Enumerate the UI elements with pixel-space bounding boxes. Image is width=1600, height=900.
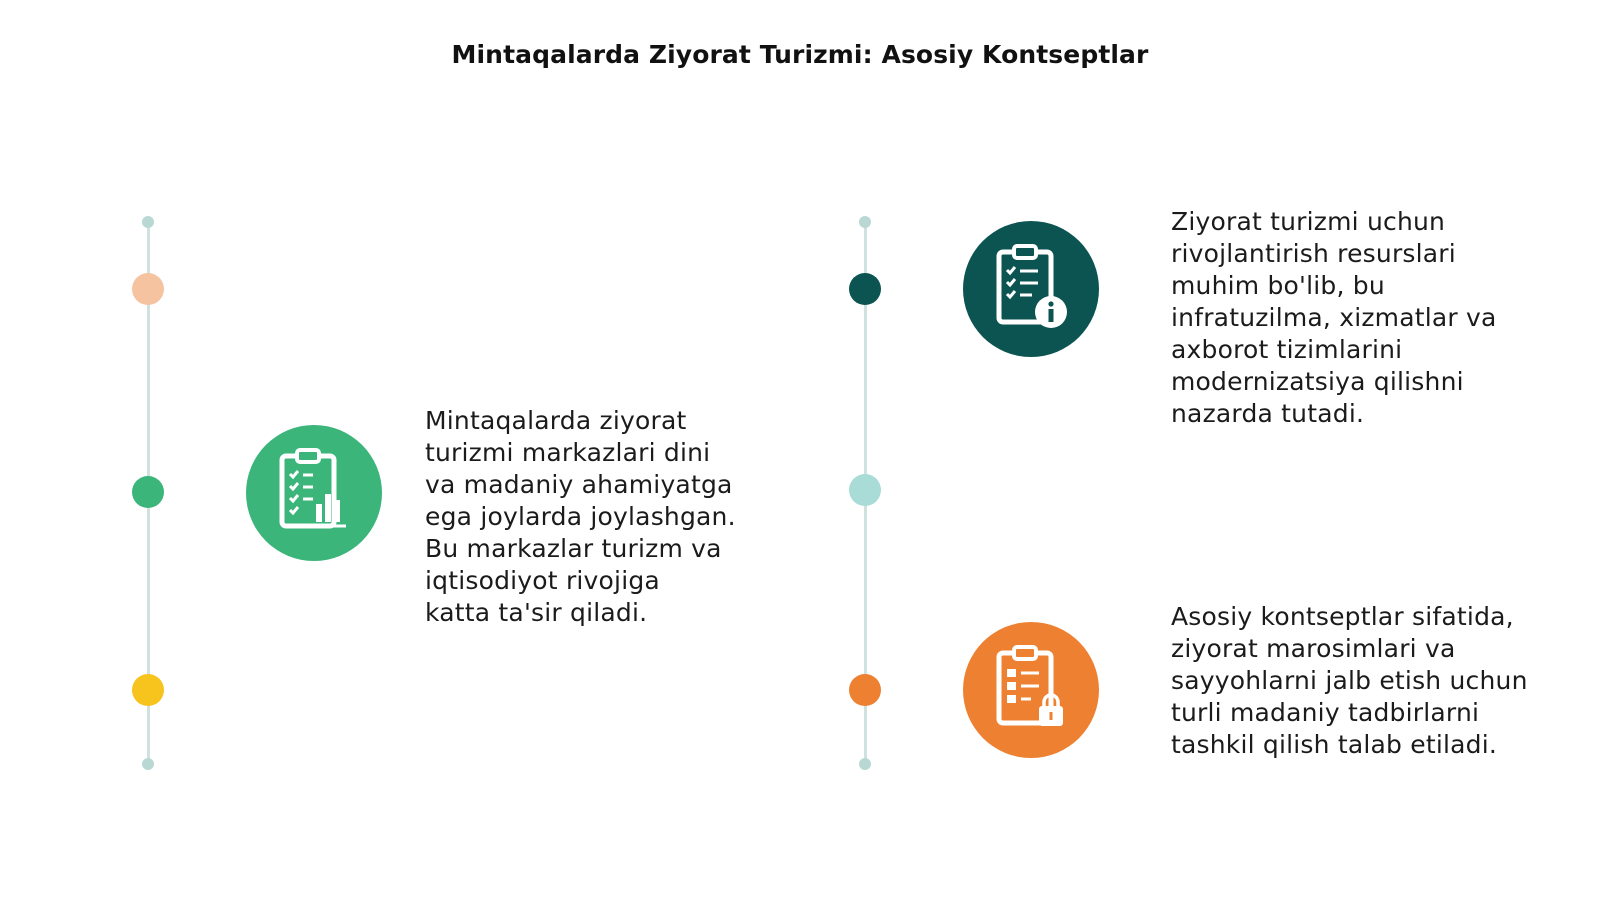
left-timeline-marker-yellow [132,674,164,706]
left-timeline-marker-peach [132,273,164,305]
concept-2-icon-circle [963,221,1099,357]
concept-3-icon-circle [963,622,1099,758]
right-timeline-bottom-endpoint [859,758,871,770]
concept-1-text: Mintaqalarda ziyorat turizmi markazlari dini va madaniy ahamiyatga ega joylarda joylashgan. Bu markazlar turizm va iqtisodiyot rivojiga katta ta'sir qiladi. [425,406,736,627]
concept-3-text: Asosiy kontseptlar sifatida, ziyorat marosimlari va sayyohlarni jalb etish uchun turli madaniy tadbirlarni tashkil qilish talab etiladi. [1171,602,1528,759]
left-timeline-top-endpoint [142,216,154,228]
right-timeline-marker-orange [849,674,881,706]
clipboard-info-icon [993,244,1069,334]
right-timeline-top-endpoint [859,216,871,228]
clipboard-lock-icon [993,645,1069,735]
page-title: Mintaqalarda Ziyorat Turizmi: Asosiy Kontseptlar [451,40,1149,69]
left-timeline-marker-green [132,476,164,508]
right-timeline-marker-dark-teal [849,273,881,305]
clipboard-chart-icon [276,448,352,538]
concept-1-icon-circle [246,425,382,561]
left-timeline-bottom-endpoint [142,758,154,770]
right-timeline-marker-light-teal [849,474,881,506]
concept-2-text: Ziyorat turizmi uchun rivojlantirish resurslari muhim bo'lib, bu infratuzilma, xizmatlar va axborot tizimlarini modernizatsiya qilishni nazarda tutadi. [1171,207,1497,428]
